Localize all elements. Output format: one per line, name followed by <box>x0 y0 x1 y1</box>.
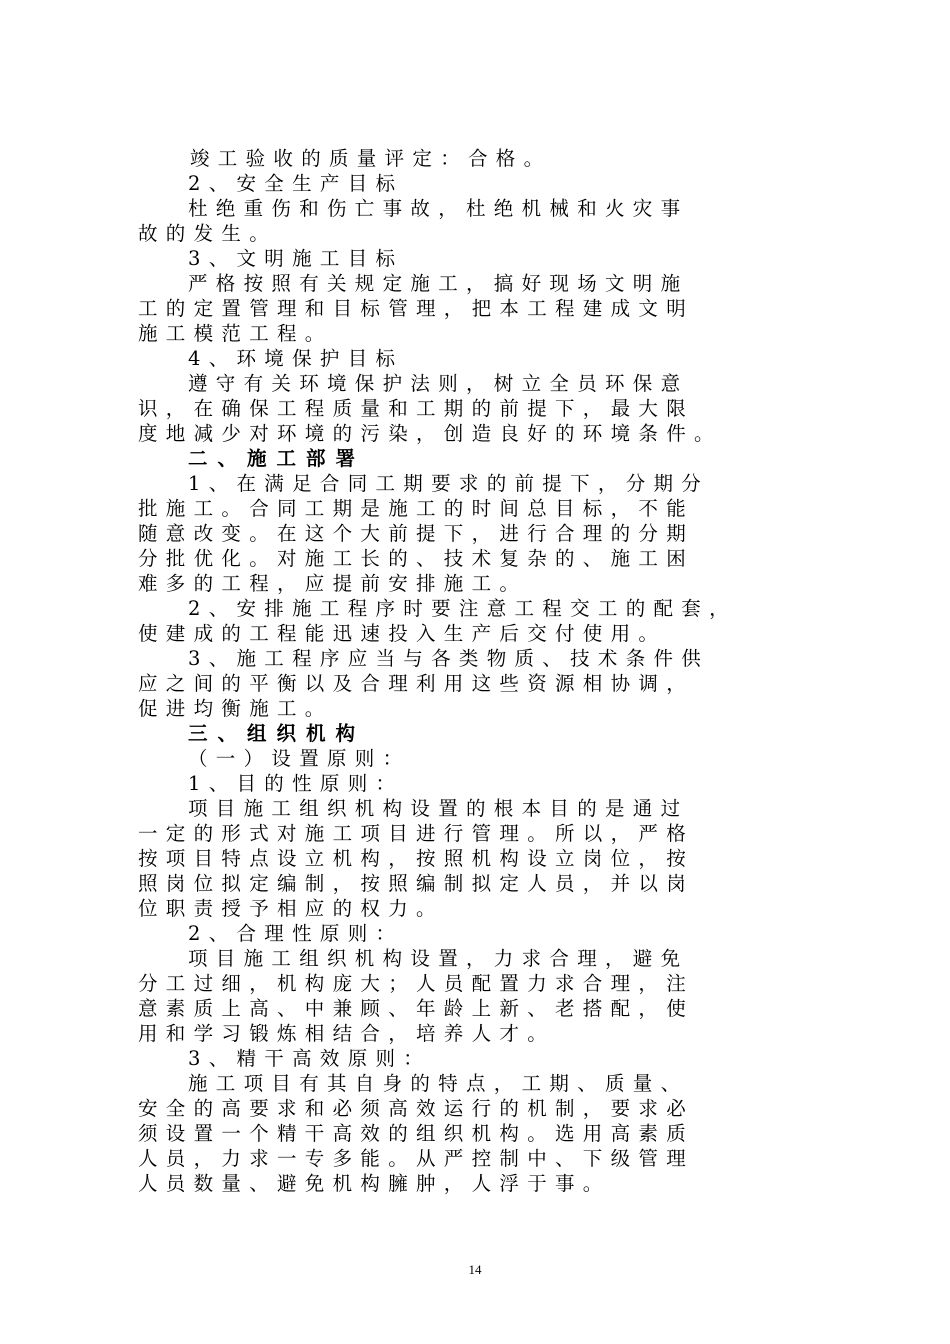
text-line: 批施工。合同工期是施工的时间总目标，不能 <box>138 497 695 520</box>
text-line: 2、安全生产目标 <box>188 172 404 195</box>
text-line: 施工模范工程。 <box>138 322 333 345</box>
page-number: 14 <box>468 1262 482 1277</box>
text-line: 项目施工组织机构设置，力求合理，避免 <box>188 947 689 970</box>
text-line: 难多的工程，应提前安排施工。 <box>138 572 528 595</box>
text-line: 分工过细，机构庞大；人员配置力求合理，注 <box>138 972 695 995</box>
text-line: 3、文明施工目标 <box>188 247 404 270</box>
text-line: 4、环境保护目标 <box>188 347 404 370</box>
text-line: 2、安排施工程序时要注意工程交工的配套， <box>188 597 737 620</box>
text-line: 使建成的工程能迅速投入生产后交付使用。 <box>138 622 667 645</box>
text-line: 意素质上高、中兼顾、年龄上新、老搭配，使 <box>138 997 695 1020</box>
text-line: 用和学习锻炼相结合，培养人才。 <box>138 1022 556 1045</box>
text-line: 故的发生。 <box>138 222 278 245</box>
text-line: 人员，力求一专多能。从严控制中、下级管理 <box>138 1147 695 1170</box>
text-line: 度地减少对环境的污染，创造良好的环境条件。 <box>138 422 722 445</box>
text-line: 施工项目有其自身的特点，工期、质量、 <box>188 1072 689 1095</box>
section-heading: 三、组织机构 <box>188 722 366 745</box>
text-line: 3、精干高效原则： <box>188 1047 432 1070</box>
text-line: 项目施工组织机构设置的根本目的是通过 <box>188 797 689 820</box>
text-line: 人员数量、避免机构臃肿，人浮于事。 <box>138 1172 611 1195</box>
text-line: 按项目特点设立机构，按照机构设立岗位，按 <box>138 847 695 870</box>
text-line: 1、在满足合同工期要求的前提下，分期分 <box>188 472 710 495</box>
text-line: 分批优化。对施工长的、技术复杂的、施工困 <box>138 547 695 570</box>
subsection-heading: （一）设置原则： <box>188 747 411 770</box>
text-line: 应之间的平衡以及合理利用这些资源相协调， <box>138 672 695 695</box>
section-heading: 二、施工部署 <box>188 447 366 470</box>
text-line: 照岗位拟定编制，按照编制拟定人员，并以岗 <box>138 872 695 895</box>
text-line: 安全的高要求和必须高效运行的机制，要求必 <box>138 1097 695 1120</box>
text-line: 严格按照有关规定施工，搞好现场文明施 <box>188 272 689 295</box>
text-line: 识，在确保工程质量和工期的前提下，最大限 <box>138 397 695 420</box>
text-line: 工的定置管理和目标管理，把本工程建成文明 <box>138 297 695 320</box>
text-line: 随意改变。在这个大前提下，进行合理的分期 <box>138 522 695 545</box>
text-line: 1、目的性原则： <box>188 772 404 795</box>
text-line: 须设置一个精干高效的组织机构。选用高素质 <box>138 1122 695 1145</box>
text-line: 杜绝重伤和伤亡事故，杜绝机械和火灾事 <box>188 197 689 220</box>
text-line: 促进均衡施工。 <box>138 697 333 720</box>
text-line: 位职责授予相应的权力。 <box>138 897 444 920</box>
text-line: 遵守有关环境保护法则，树立全员环保意 <box>188 372 689 395</box>
text-line: 一定的形式对施工项目进行管理。所以，严格 <box>138 822 695 845</box>
text-line: 2、合理性原则： <box>188 922 404 945</box>
text-line: 竣工验收的质量评定：合格。 <box>190 147 552 170</box>
text-line: 3、施工程序应当与各类物质、技术条件供 <box>188 647 710 670</box>
